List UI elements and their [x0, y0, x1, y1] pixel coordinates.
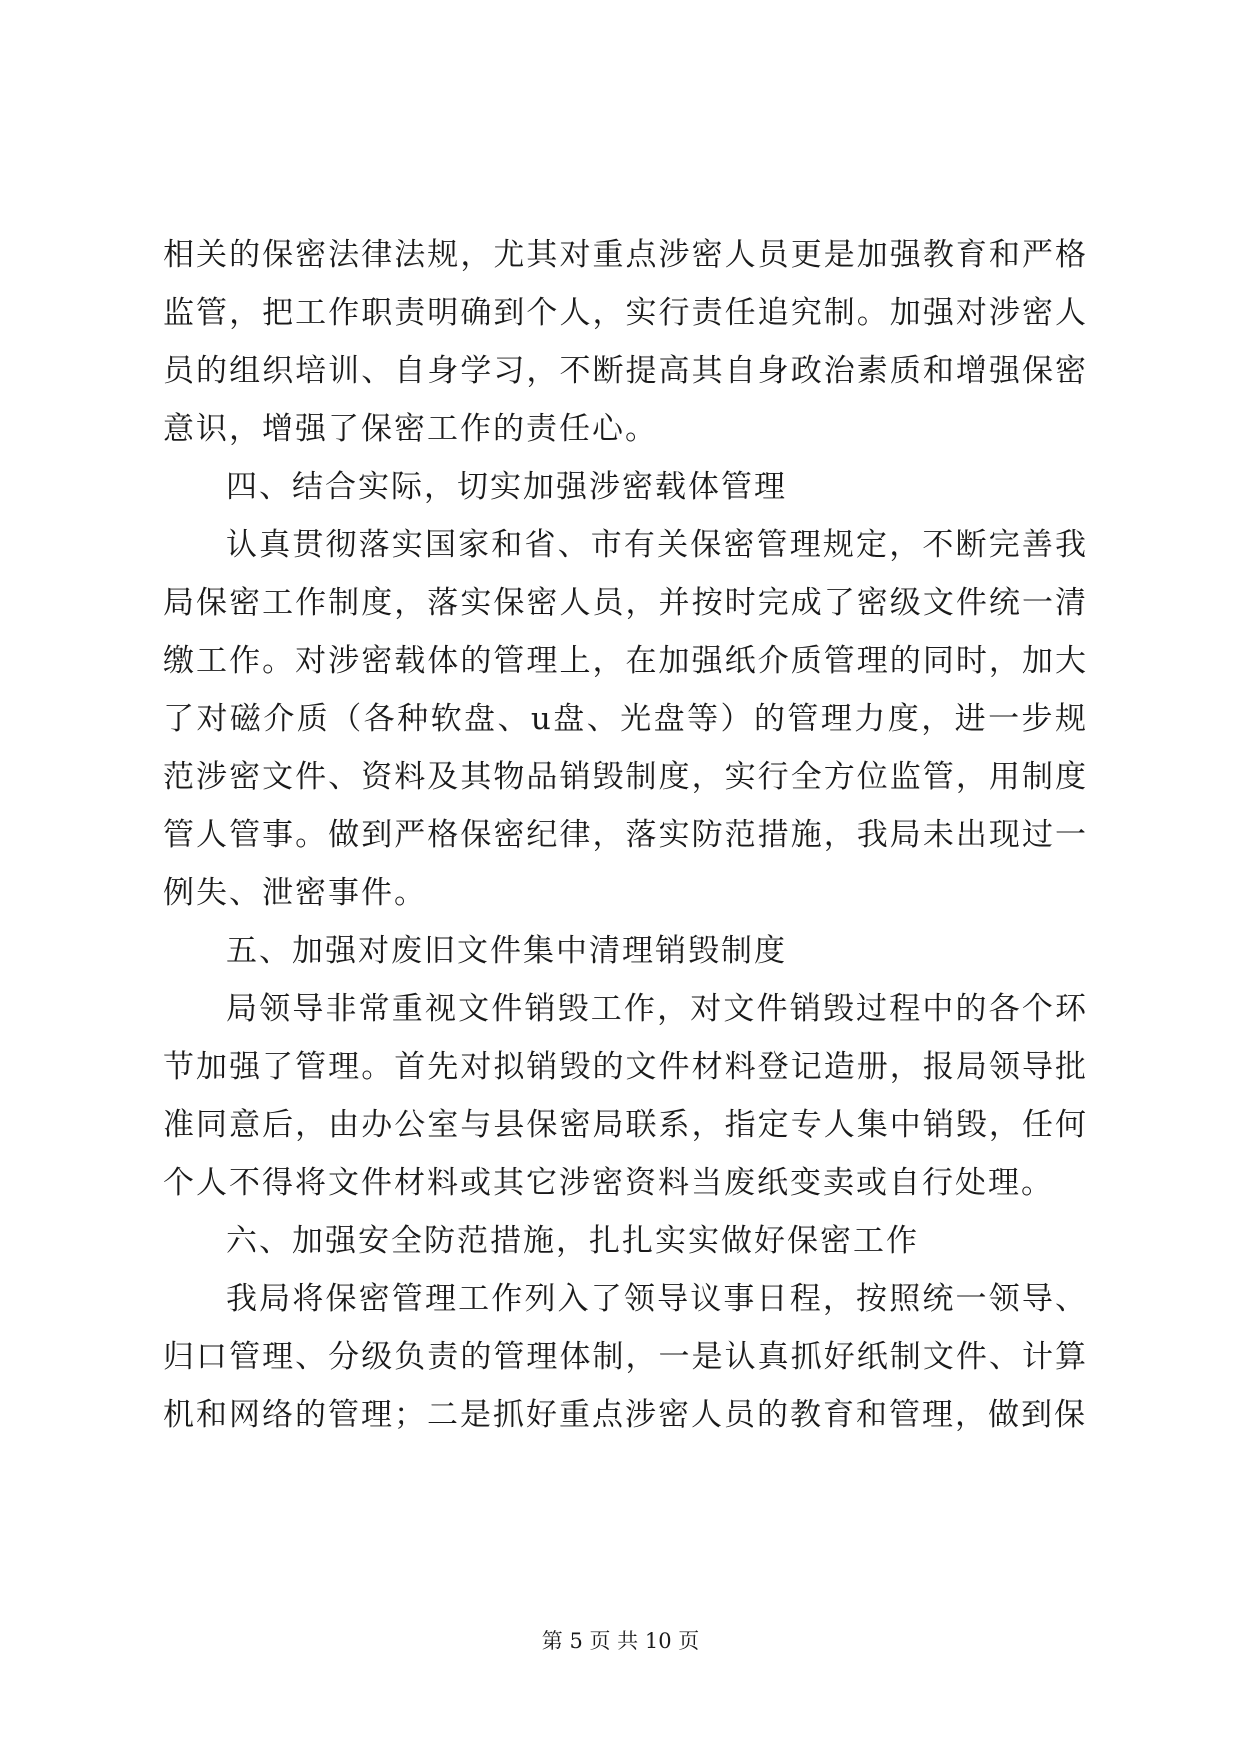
section-heading-4: 四、结合实际，切实加强涉密载体管理: [226, 469, 787, 505]
page-footer: [0, 1626, 1241, 1656]
section-heading-6: 六、加强安全防范措施，扎扎实实做好保密工作: [226, 1223, 919, 1259]
paragraph-carrier-management: 认真贯彻落实国家和省、市有关保密管理规定，不断完善我局保密工作制度，落实保密人员，并按时完成了密级文件统一清缴工作。对涉密载体的管理上，在加强纸介质管理的同时，加大了对磁介质（各种软盘、u盘、光盘等）的管理力度，进一步规范涉密文件、资料及其物品销毁制度，实行全方位监管，用制度管人管事。做到严格保密纪律，落实防范措施，我局未出现过一例失、泄密事件。: [163, 527, 1088, 911]
page-number-label: 第 5 页 共 10 页: [541, 1629, 700, 1653]
paragraph-security-measures: 我局将保密管理工作列入了领导议事日程，按照统一领导、归口管理、分级负责的管理体制，一是认真抓好纸制文件、计算机和网络的管理；二是抓好重点涉密人员的教育和管理，做到保: [163, 1281, 1088, 1433]
section-heading-5: 五、加强对废旧文件集中清理销毁制度: [226, 933, 787, 969]
paragraph-document-destruction: 局领导非常重视文件销毁工作，对文件销毁过程中的各个环节加强了管理。首先对拟销毁的文件材料登记造册，报局领导批准同意后，由办公室与县保密局联系，指定专人集中销毁，任何个人不得将文件材料或其它涉密资料当废纸变卖或自行处理。: [163, 991, 1088, 1201]
paragraph-continued: 相关的保密法律法规，尤其对重点涉密人员更是加强教育和严格监管，把工作职责明确到个人，实行责任追究制。加强对涉密人员的组织培训、自身学习，不断提高其自身政治素质和增强保密意识，增强了保密工作的责任心。: [163, 237, 1088, 447]
document-body: [163, 226, 1088, 1444]
